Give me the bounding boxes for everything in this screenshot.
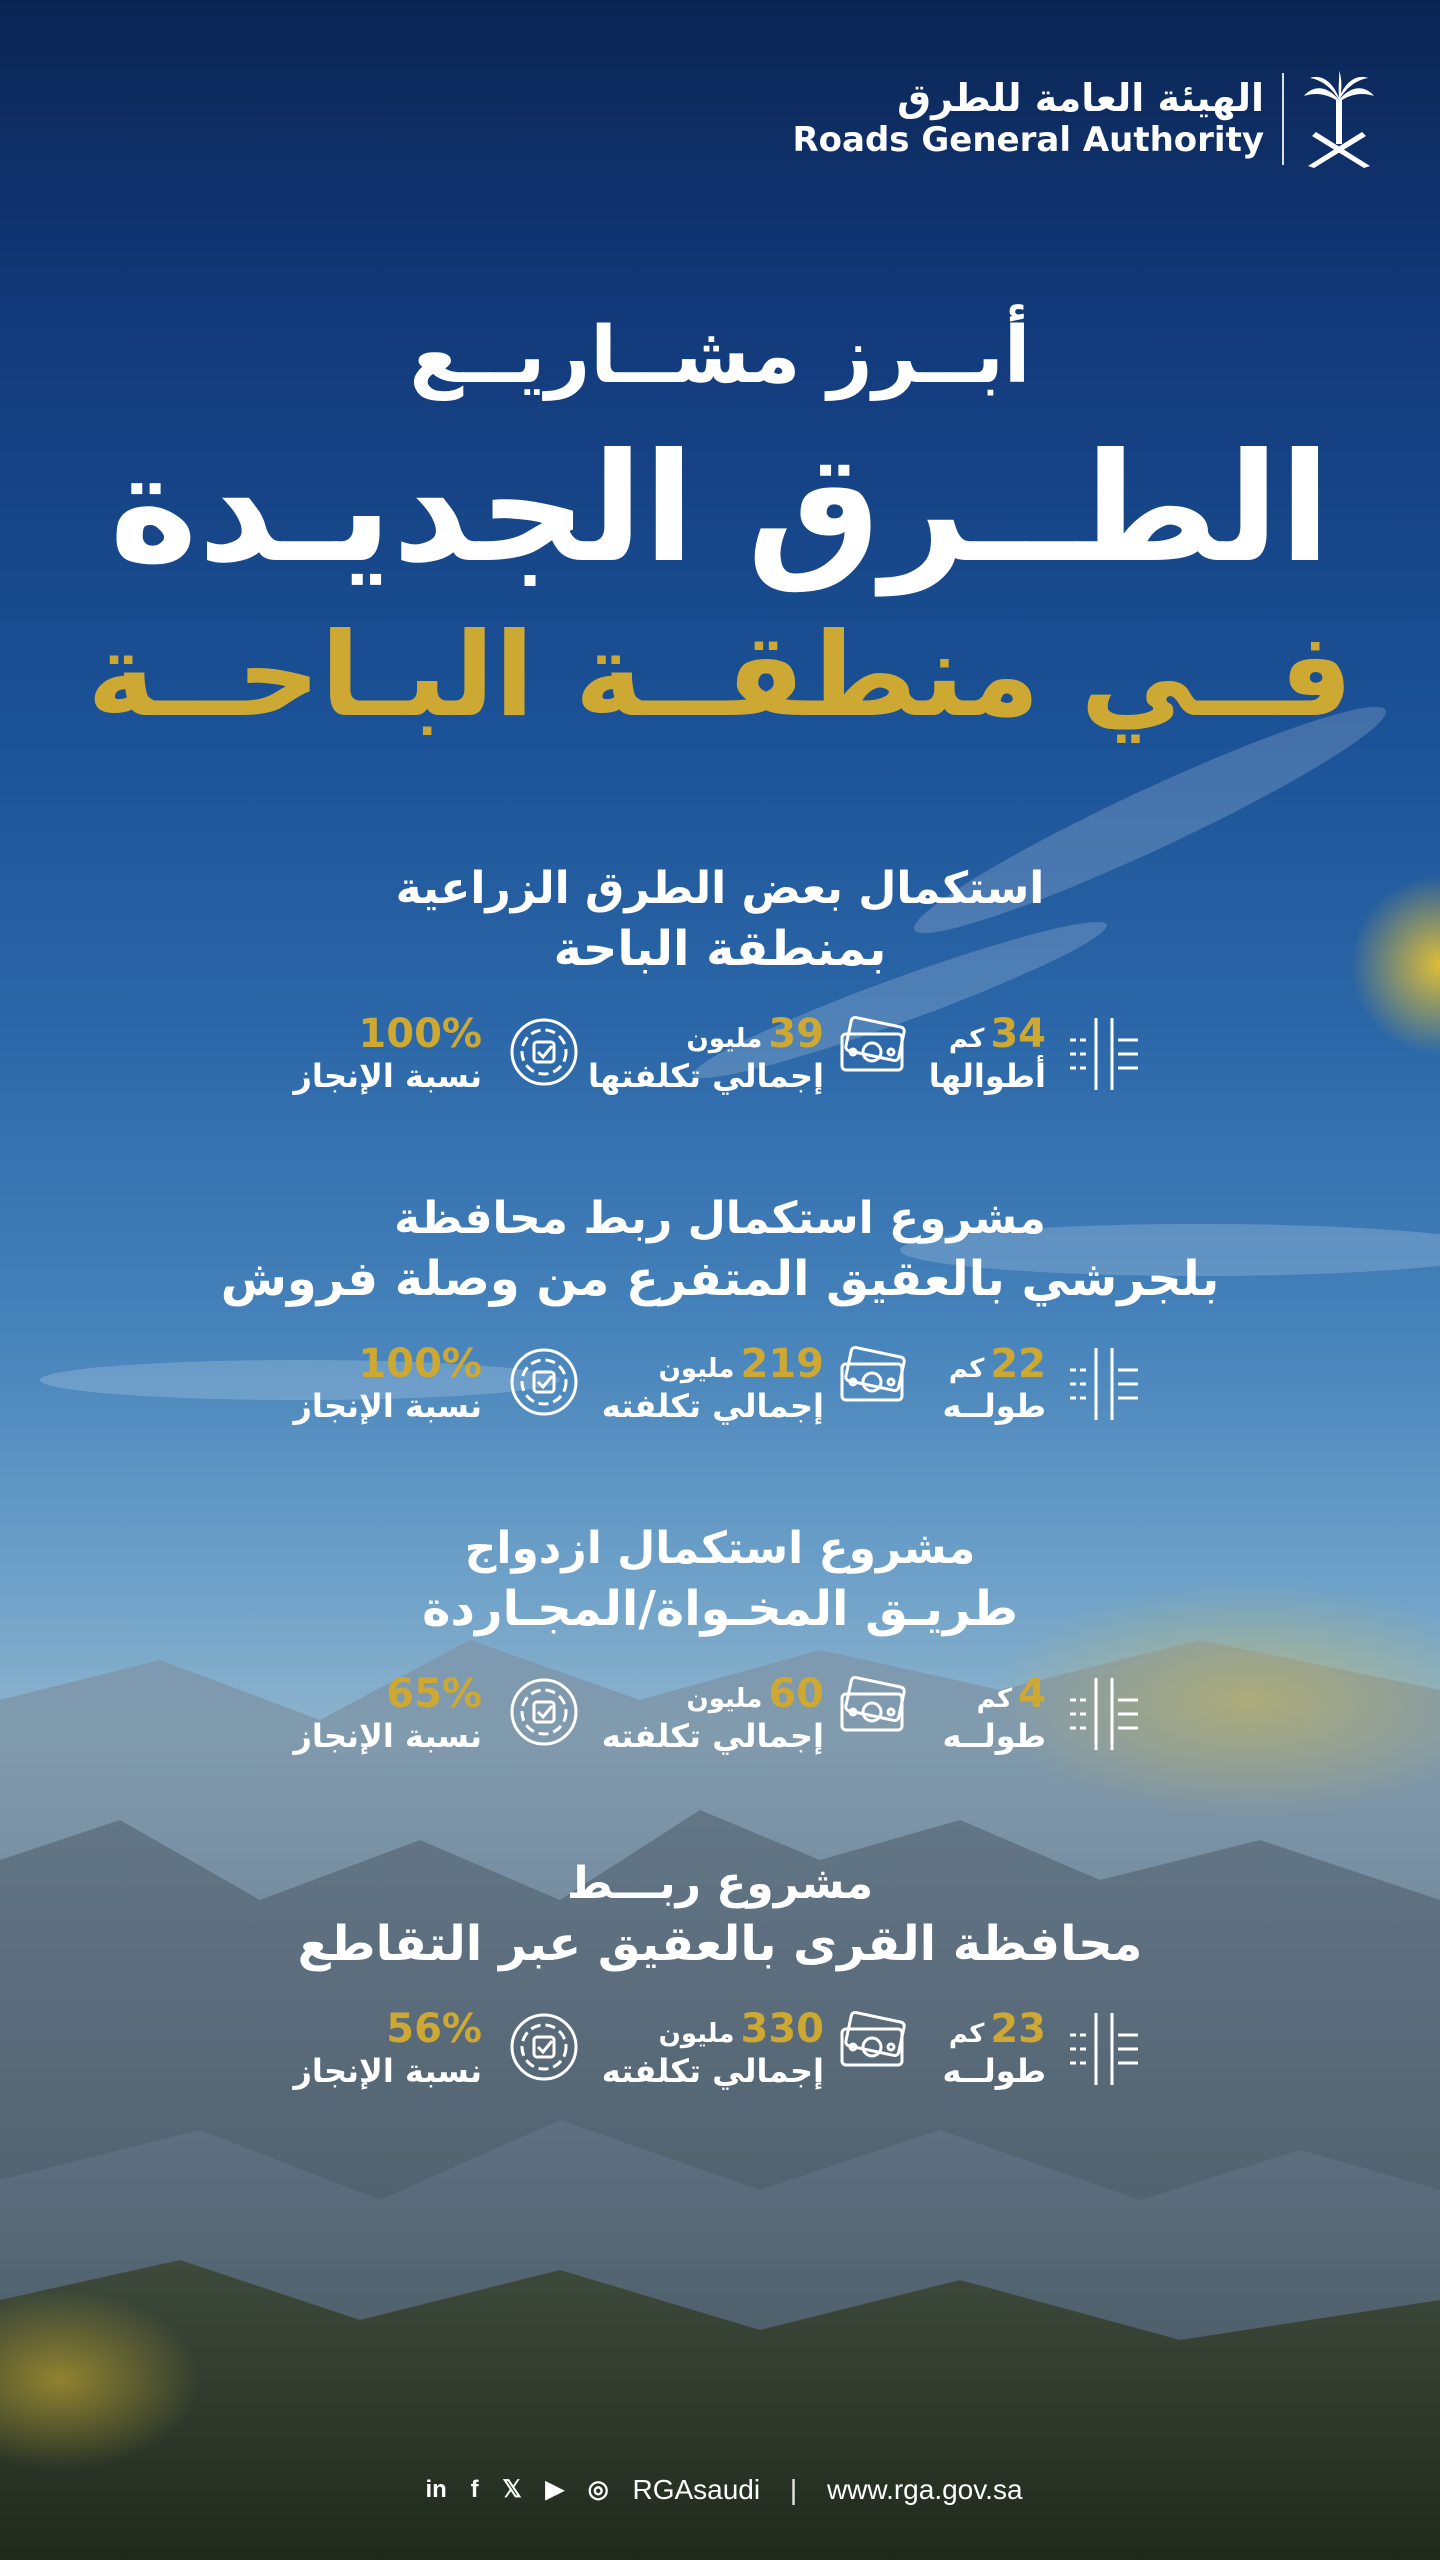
brand-name-arabic: الهيئة العامة للطرق bbox=[897, 75, 1264, 120]
money-icon bbox=[838, 2011, 910, 2081]
cost-stat bbox=[601, 1670, 910, 1770]
progress-label: نسبة الإنجاز bbox=[293, 1387, 482, 1425]
progress-label: نسبة الإنجاز bbox=[293, 2052, 482, 2090]
project-title bbox=[0, 1190, 1440, 1312]
length-value: 34 bbox=[990, 1011, 1046, 1057]
project-title-line-2: طريـق المخـواة/المجـاردة bbox=[422, 1581, 1018, 1638]
project-title bbox=[0, 1520, 1440, 1642]
cost-stat bbox=[601, 2005, 910, 2105]
progress-stat bbox=[293, 2005, 580, 2105]
cost-unit: مليون bbox=[686, 1024, 763, 1054]
road-icon bbox=[1068, 1676, 1140, 1756]
cost-label: إجمالي تكلفته bbox=[601, 1387, 824, 1425]
length-stat bbox=[940, 2005, 1140, 2105]
project-stats bbox=[293, 1010, 1140, 1110]
cost-label: إجمالي تكلفته bbox=[601, 1717, 824, 1755]
cost-stat bbox=[588, 1010, 910, 1110]
length-value: 23 bbox=[990, 2006, 1046, 2052]
brand-name-english: Roads General Authority bbox=[792, 120, 1264, 161]
logo-divider bbox=[1282, 73, 1284, 165]
length-unit: كم bbox=[976, 1684, 1013, 1714]
progress-value: 100% bbox=[358, 1341, 482, 1387]
cost-stat bbox=[601, 1340, 910, 1440]
length-unit: كم bbox=[948, 1354, 985, 1384]
length-label: طولــه bbox=[942, 1717, 1046, 1755]
project-title bbox=[0, 1855, 1440, 1977]
project-stats bbox=[293, 1670, 1140, 1770]
progress-value: 56% bbox=[386, 2006, 482, 2052]
project-title bbox=[0, 860, 1440, 982]
project-title-line-1: مشروع استكمال ربط محافظة bbox=[394, 1193, 1046, 1244]
hero-heading bbox=[0, 310, 1440, 742]
project-stats bbox=[293, 1340, 1140, 1440]
cost-label: إجمالي تكلفته bbox=[601, 2052, 824, 2090]
progress-check-icon bbox=[508, 1346, 580, 1422]
project-card bbox=[0, 1855, 1440, 2090]
progress-value: 100% bbox=[358, 1011, 482, 1057]
hero-line-2: الطــرق الجديـدة bbox=[109, 421, 1331, 596]
cost-unit: مليون bbox=[658, 1354, 735, 1384]
length-stat bbox=[928, 1010, 1140, 1110]
project-card bbox=[0, 1520, 1440, 1755]
x-icon[interactable]: 𝕏 bbox=[502, 2476, 522, 2504]
length-unit: كم bbox=[948, 1024, 985, 1054]
progress-stat bbox=[293, 1010, 580, 1110]
length-label: طولــه bbox=[942, 2052, 1046, 2090]
brand-name bbox=[792, 77, 1264, 161]
road-icon bbox=[1068, 2011, 1140, 2091]
brand-logo bbox=[792, 70, 1376, 168]
footer-separator: | bbox=[789, 2473, 798, 2505]
cost-unit: مليون bbox=[658, 2019, 735, 2049]
project-title-line-1: استكمال بعض الطرق الزراعية bbox=[395, 863, 1045, 914]
footer bbox=[0, 2472, 1440, 2506]
project-card bbox=[0, 1190, 1440, 1425]
project-title-line-2: بمنطقة الباحة bbox=[553, 921, 887, 978]
cost-label: إجمالي تكلفتها bbox=[588, 1057, 824, 1095]
cost-unit: مليون bbox=[686, 1684, 763, 1714]
progress-stat bbox=[293, 1340, 580, 1440]
linkedin-icon[interactable]: in bbox=[425, 2475, 447, 2503]
cost-value: 39 bbox=[768, 1011, 824, 1057]
project-card bbox=[0, 860, 1440, 1095]
length-value: 22 bbox=[990, 1341, 1046, 1387]
progress-label: نسبة الإنجاز bbox=[293, 1057, 482, 1095]
length-stat bbox=[940, 1340, 1140, 1440]
website-link[interactable]: www.rga.gov.sa bbox=[826, 2473, 1023, 2505]
money-icon bbox=[838, 1676, 910, 1746]
progress-label: نسبة الإنجاز bbox=[293, 1717, 482, 1755]
length-label: أطوالها bbox=[928, 1057, 1046, 1095]
progress-stat bbox=[293, 1670, 580, 1770]
youtube-icon[interactable]: ▶ bbox=[545, 2476, 564, 2504]
cost-value: 219 bbox=[740, 1341, 824, 1387]
road-icon bbox=[1068, 1346, 1140, 1426]
length-label: طولــه bbox=[942, 1387, 1046, 1425]
progress-check-icon bbox=[508, 1676, 580, 1752]
money-icon bbox=[838, 1346, 910, 1416]
palm-swords-emblem-icon bbox=[1302, 70, 1376, 168]
project-title-line-1: مشروع ربـــط bbox=[566, 1858, 874, 1909]
length-stat bbox=[940, 1670, 1140, 1770]
progress-value: 65% bbox=[386, 1671, 482, 1717]
hero-line-1: أبــرز مشــاريــع bbox=[409, 311, 1031, 401]
facebook-icon[interactable]: f bbox=[470, 2475, 479, 2503]
project-stats bbox=[293, 2005, 1140, 2105]
project-title-line-1: مشروع استكمال ازدواج bbox=[464, 1523, 976, 1574]
progress-check-icon bbox=[508, 2011, 580, 2087]
project-title-line-2: بلجرشي بالعقيق المتفرع من وصلة فروش bbox=[220, 1251, 1220, 1308]
social-handle: RGAsaudi bbox=[632, 2473, 761, 2505]
project-title-line-2: محافظة القرى بالعقيق عبر التقاطع bbox=[297, 1916, 1143, 1973]
length-unit: كم bbox=[948, 2019, 985, 2049]
progress-check-icon bbox=[508, 1016, 580, 1092]
road-icon bbox=[1068, 1016, 1140, 1096]
instagram-icon[interactable]: ◎ bbox=[587, 2476, 609, 2504]
cost-value: 60 bbox=[768, 1671, 824, 1717]
length-value: 4 bbox=[1018, 1671, 1046, 1717]
money-icon bbox=[838, 1016, 910, 1086]
hero-line-3: فــي منطقــة البـاحــة bbox=[87, 608, 1353, 744]
cost-value: 330 bbox=[740, 2006, 824, 2052]
